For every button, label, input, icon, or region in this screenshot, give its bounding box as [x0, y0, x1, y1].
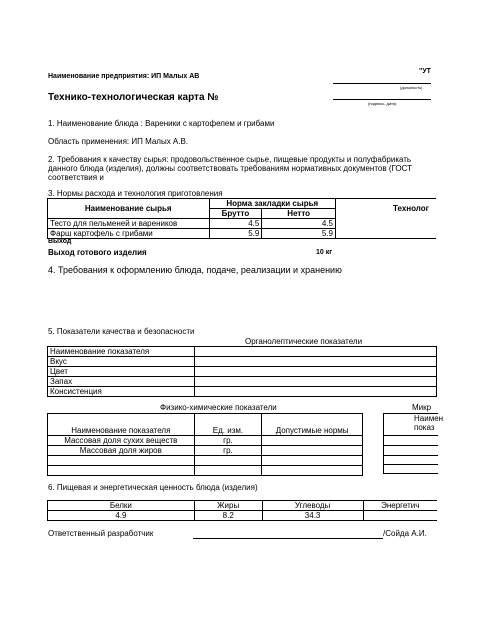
table-row: [48, 347, 437, 357]
page-title: Технико-технологическая карта №: [48, 92, 219, 103]
approve-stamp-fragment: "УТ: [419, 68, 431, 75]
position-line: [333, 83, 431, 84]
energy-header: Энергетич: [363, 501, 437, 511]
raw-quality-line3: соответствия и: [48, 173, 104, 182]
fat-header: Жиры: [194, 501, 262, 511]
micro-line: [383, 464, 438, 465]
raw-net: 4.5: [262, 219, 336, 229]
developer-label: Ответственный разработчик: [48, 529, 154, 538]
table-row: [48, 367, 437, 377]
physchem-unit: гр.: [194, 446, 262, 456]
micro-line: [383, 413, 438, 414]
physchem-name-header: Наименование показателя: [48, 414, 195, 436]
table-row: [48, 387, 437, 397]
table-row: [48, 414, 363, 436]
table-row: [48, 377, 437, 387]
organoleptic-taste: Вкус: [48, 357, 195, 367]
physchem-unit: гр.: [194, 436, 262, 446]
micro-line: [383, 445, 438, 446]
table-row: [48, 446, 363, 456]
table-row: [48, 229, 336, 239]
raw-name: Тесто для пельменей и вареников: [48, 219, 210, 229]
organoleptic-smell: Запах: [48, 377, 195, 387]
table-row: [48, 357, 437, 367]
micro-line: [383, 473, 438, 474]
col-norm-header: Норма закладки сырья: [209, 199, 336, 209]
dish-name: 1. Наименование блюда : Вареники с картофелем и грибами: [48, 119, 275, 128]
physchem-name: Массовая доля жиров: [48, 446, 195, 456]
organoleptic-table: [47, 346, 437, 397]
table-row: [48, 436, 363, 446]
table-row: [48, 456, 363, 466]
physchem-unit-header: Ед. изм.: [194, 414, 262, 436]
raw-name: Фарш картофель с грибами: [48, 229, 210, 239]
raw-quality-line1: 2. Требования к качеству сырья: продовольственное сырье, пищевые продукты и полуфабрикать: [48, 155, 412, 164]
col-tech-header: Технолог: [393, 204, 429, 213]
energy-value: [363, 511, 437, 521]
raw-net: 5.9: [262, 229, 336, 239]
organoleptic-title: Органолептические показатели: [245, 337, 363, 346]
physchem-title: Физико-химические показатели: [160, 403, 277, 412]
signature-caption: (подпись, дата): [368, 101, 397, 106]
enterprise-label: Наименование предприятия: ИП Малых АВ: [48, 73, 200, 80]
protein-value: 4.9: [48, 511, 195, 521]
carbs-value: 34.3: [262, 511, 363, 521]
signature-line: [333, 99, 431, 100]
scope: Область применения: ИП Малых А.В.: [48, 137, 189, 146]
finished-output-value: 10 кг: [316, 249, 333, 256]
organoleptic-header: Наименование показателя: [48, 347, 195, 357]
col-gross-header: Брутто: [209, 209, 262, 219]
table-row: [48, 219, 336, 229]
organoleptic-consistency: Консистенция: [48, 387, 195, 397]
physchem-table: [47, 413, 363, 476]
physchem-name: Массовая доля сухих веществ: [48, 436, 195, 446]
table-row: [48, 466, 363, 476]
carbs-header: Углеводы: [262, 501, 363, 511]
position-caption: (должность): [400, 85, 423, 90]
table-row: [48, 511, 438, 521]
nutrition-title: 6. Пищевая и энергетическая ценность блюда (изделия): [48, 483, 258, 492]
norms-table: [47, 198, 336, 239]
micro-title: Микр: [412, 403, 432, 412]
output-label: Выход: [48, 238, 72, 245]
protein-header: Белки: [48, 501, 195, 511]
developer-name: /Сойда А.И.: [383, 529, 427, 538]
organoleptic-color: Цвет: [48, 367, 195, 377]
raw-gross: 4.5: [209, 219, 262, 229]
physchem-norm-header: Допустимые нормы: [262, 414, 363, 436]
finished-output-label: Выход готового изделия: [48, 248, 147, 257]
col-raw-header: Наименование сырья: [48, 199, 210, 219]
nutrition-table: [47, 500, 437, 521]
quality-title: 5. Показатели качества и безопасности: [48, 327, 195, 336]
developer-signature-line: [193, 538, 383, 539]
table-row: [48, 501, 438, 511]
fat-value: 8.2: [194, 511, 262, 521]
col-net-header: Нетто: [262, 209, 336, 219]
micro-line: [383, 455, 438, 456]
raw-quality-line2: данного блюда (изделия), должны соответствовать требованиям нормативных документов (ГОСТ: [48, 164, 412, 173]
micro-header-1: Наимен: [414, 414, 444, 423]
tech-top-line: [336, 198, 436, 199]
micro-line: [383, 435, 438, 436]
norms-title: 3. Нормы расхода и технология приготовления: [48, 189, 223, 198]
micro-header-2: показ: [414, 423, 435, 432]
raw-gross: 5.9: [209, 229, 262, 239]
tech-bottom-line: [336, 238, 436, 239]
serving-requirements-title: 4. Требования к оформлению блюда, подаче, реализации и хранению: [48, 265, 342, 275]
